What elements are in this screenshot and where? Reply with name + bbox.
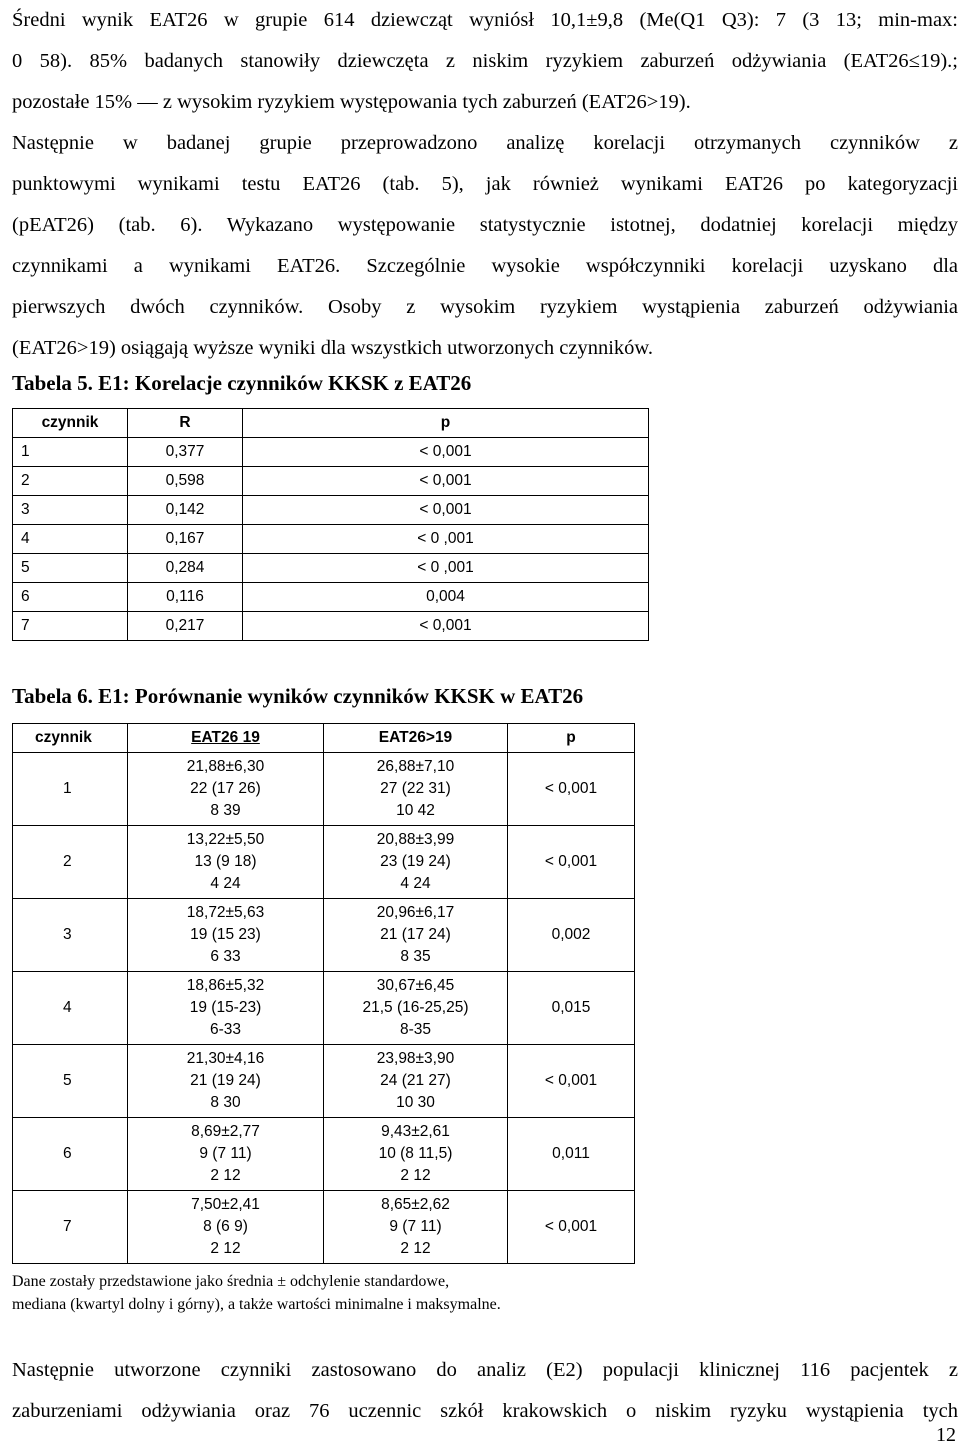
cell-czynnik: 3 <box>13 899 128 972</box>
cell-stat-line: 19 (15-23) <box>189 999 262 1016</box>
cell-czynnik: 6 <box>13 583 128 612</box>
header-p: p <box>243 409 649 438</box>
cell-eat26-low <box>128 1045 324 1118</box>
cell-stat-line: 2 12 <box>400 1240 431 1257</box>
table-row <box>13 438 649 467</box>
header-eat26-high: EAT26>19 <box>324 724 508 753</box>
cell-stat-line: 18,72±5,63 <box>186 904 265 921</box>
text-line: 0 58). 85% badanych stanowiły dziewczęta z niskim ryzykiem zaburzeń odżywiania (EAT26≤19).; <box>12 50 958 72</box>
cell-r: 0,284 <box>128 554 243 583</box>
cell-p: 0,011 <box>508 1118 635 1191</box>
cell-stat-line: 13 (9 18) <box>194 853 257 870</box>
cell-stat-line: 20,88±3,99 <box>376 831 455 848</box>
cell-stat-line: 10 42 <box>396 802 435 819</box>
page-number: 12 <box>936 1424 956 1446</box>
cell-eat26-high <box>324 753 508 826</box>
table-row <box>13 972 635 1045</box>
cell-p: < 0 ,001 <box>243 554 649 583</box>
header-czynnik: czynnik <box>13 409 128 438</box>
cell-stat-line: 23 (19 24) <box>380 853 451 870</box>
cell-stat-line: 30,67±6,45 <box>376 977 455 994</box>
cell-stat-line: 2 12 <box>210 1167 241 1184</box>
cell-p: < 0,001 <box>508 1191 635 1264</box>
cell-stat-line: 21,5 (16-25,25) <box>362 999 469 1016</box>
cell-p: 0,002 <box>508 899 635 972</box>
cell-stat-line: 9 (7 11) <box>199 1145 252 1162</box>
cell-stat-line: 6 33 <box>210 948 241 965</box>
cell-p: < 0,001 <box>508 753 635 826</box>
cell-p: < 0,001 <box>243 612 649 641</box>
cell-stat-line: 7,50±2,41 <box>191 1196 260 1213</box>
cell-czynnik: 7 <box>13 1191 128 1264</box>
cell-stat-line: 21 (19 24) <box>190 1072 261 1089</box>
text-line: (pEAT26) (tab. 6). Wykazano występowanie statystycznie istotnej, dodatniej korelacji między <box>12 214 958 236</box>
table-footnote <box>12 1270 501 1316</box>
cell-czynnik: 7 <box>13 612 128 641</box>
cell-p: < 0 ,001 <box>243 525 649 554</box>
cell-r: 0,217 <box>128 612 243 641</box>
cell-stat-line: 24 (21 27) <box>380 1072 451 1089</box>
cell-stat-line: 13,22±5,50 <box>186 831 265 848</box>
cell-czynnik: 2 <box>13 467 128 496</box>
text-line: czynnikami a wynikami EAT26. Szczególnie wysokie współczynniki korelacji uzyskano dla <box>12 255 958 277</box>
text-line: punktowymi wynikami testu EAT26 (tab. 5), jak również wynikami EAT26 po kategoryzacji <box>12 173 958 195</box>
cell-czynnik: 5 <box>13 554 128 583</box>
cell-czynnik: 2 <box>13 826 128 899</box>
text-line: zaburzeniami odżywiania oraz 76 uczennic szkół krakowskich o niskim ryzyku wystąpienia tych <box>12 1400 958 1422</box>
text-line: Następnie w badanej grupie przeprowadzono analizę korelacji otrzymanych czynników z <box>12 132 958 154</box>
cell-r: 0,377 <box>128 438 243 467</box>
cell-stat-line: 19 (15 23) <box>190 926 261 943</box>
cell-stat-line: 10 (8 11,5) <box>378 1145 453 1162</box>
cell-stat-line: 10 30 <box>396 1094 435 1111</box>
table-row <box>13 1045 635 1118</box>
cell-stat-line: 22 (17 26) <box>190 780 261 797</box>
footnote-line: mediana (kwartyl dolny i górny), a także wartości minimalne i maksymalne. <box>12 1296 501 1313</box>
table-header-row <box>13 409 649 438</box>
table-row <box>13 1191 635 1264</box>
table-row <box>13 753 635 826</box>
text-line: pozostałe 15% — z wysokim ryzykiem występowania tych zaburzeń (EAT26>19). <box>12 91 691 113</box>
text-line: Średni wynik EAT26 w grupie 614 dziewcząt wyniósł 10,1±9,8 (Me(Q1 Q3): 7 (3 13; min-max: <box>12 9 958 31</box>
paragraph-intro <box>12 0 958 369</box>
cell-stat-line: 6-33 <box>209 1021 242 1038</box>
table-row <box>13 467 649 496</box>
cell-p: < 0,001 <box>243 438 649 467</box>
table6-comparison <box>12 723 635 1264</box>
cell-stat-line: 8-35 <box>399 1021 432 1038</box>
table6-caption: Tabela 6. E1: Porównanie wyników czynników KKSK w EAT26 <box>12 684 584 708</box>
cell-r: 0,116 <box>128 583 243 612</box>
cell-eat26-low <box>128 1191 324 1264</box>
cell-stat-line: 8 35 <box>400 948 431 965</box>
table-row <box>13 554 649 583</box>
table-row <box>13 612 649 641</box>
header-czynnik: czynnik <box>13 724 128 753</box>
cell-stat-line: 21 (17 24) <box>380 926 451 943</box>
cell-czynnik: 6 <box>13 1118 128 1191</box>
cell-stat-line: 18,86±5,32 <box>186 977 265 994</box>
cell-czynnik: 4 <box>13 525 128 554</box>
cell-czynnik: 1 <box>13 753 128 826</box>
cell-eat26-low <box>128 972 324 1045</box>
cell-czynnik: 4 <box>13 972 128 1045</box>
cell-stat-line: 8 (6 9) <box>203 1218 248 1235</box>
cell-eat26-high <box>324 1045 508 1118</box>
cell-stat-line: 9,43±2,61 <box>381 1123 450 1140</box>
cell-stat-line: 4 24 <box>400 875 431 892</box>
cell-eat26-low <box>128 899 324 972</box>
table-header-row <box>13 724 635 753</box>
cell-r: 0,142 <box>128 496 243 525</box>
cell-stat-line: 8,69±2,77 <box>191 1123 260 1140</box>
cell-eat26-high <box>324 899 508 972</box>
table-row <box>13 1118 635 1191</box>
header-r: R <box>128 409 243 438</box>
cell-czynnik: 5 <box>13 1045 128 1118</box>
table-row <box>13 525 649 554</box>
cell-p: 0,004 <box>243 583 649 612</box>
cell-stat-line: 23,98±3,90 <box>376 1050 455 1067</box>
cell-eat26-high <box>324 1191 508 1264</box>
cell-r: 0,598 <box>128 467 243 496</box>
table5-caption: Tabela 5. E1: Korelacje czynników KKSK z EAT26 <box>12 371 472 395</box>
cell-stat-line: 4 24 <box>210 875 241 892</box>
cell-stat-line: 8 30 <box>210 1094 241 1111</box>
cell-eat26-low <box>128 1118 324 1191</box>
cell-p: < 0,001 <box>508 826 635 899</box>
cell-czynnik: 3 <box>13 496 128 525</box>
cell-p: < 0,001 <box>243 467 649 496</box>
cell-stat-line: 2 12 <box>210 1240 241 1257</box>
table5-correlations <box>12 408 649 641</box>
cell-r: 0,167 <box>128 525 243 554</box>
table-row <box>13 826 635 899</box>
footnote-line: Dane zostały przedstawione jako średnia ± odchylenie standardowe, <box>12 1273 450 1290</box>
cell-p: < 0,001 <box>243 496 649 525</box>
text-line: pierwszych dwóch czynników. Osoby z wysokim ryzykiem wystąpienia zaburzeń odżywiania <box>12 296 958 318</box>
cell-eat26-high <box>324 972 508 1045</box>
table-row <box>13 583 649 612</box>
cell-stat-line: 8,65±2,62 <box>381 1196 450 1213</box>
header-p: p <box>508 724 635 753</box>
paragraph-next <box>12 1350 958 1432</box>
cell-czynnik: 1 <box>13 438 128 467</box>
cell-stat-line: 20,96±6,17 <box>376 904 455 921</box>
cell-stat-line: 8 39 <box>210 802 241 819</box>
cell-eat26-high <box>324 826 508 899</box>
cell-eat26-low <box>128 753 324 826</box>
cell-eat26-low <box>128 826 324 899</box>
cell-stat-line: 21,88±6,30 <box>186 758 265 775</box>
cell-stat-line: 9 (7 11) <box>389 1218 442 1235</box>
text-line: (EAT26>19) osiągają wyższe wyniki dla wszystkich utworzonych czynników. <box>12 337 654 359</box>
text-line: Następnie utworzone czynniki zastosowano do analiz (E2) populacji klinicznej 116 pacjentek z <box>12 1359 958 1381</box>
cell-stat-line: 27 (22 31) <box>380 780 451 797</box>
cell-stat-line: 26,88±7,10 <box>376 758 455 775</box>
cell-stat-line: 21,30±4,16 <box>186 1050 265 1067</box>
table-row <box>13 496 649 525</box>
cell-p: < 0,001 <box>508 1045 635 1118</box>
cell-eat26-high <box>324 1118 508 1191</box>
cell-p: 0,015 <box>508 972 635 1045</box>
cell-stat-line: 2 12 <box>400 1167 431 1184</box>
header-eat26-low: EAT26 19 <box>128 724 324 753</box>
table-row <box>13 899 635 972</box>
